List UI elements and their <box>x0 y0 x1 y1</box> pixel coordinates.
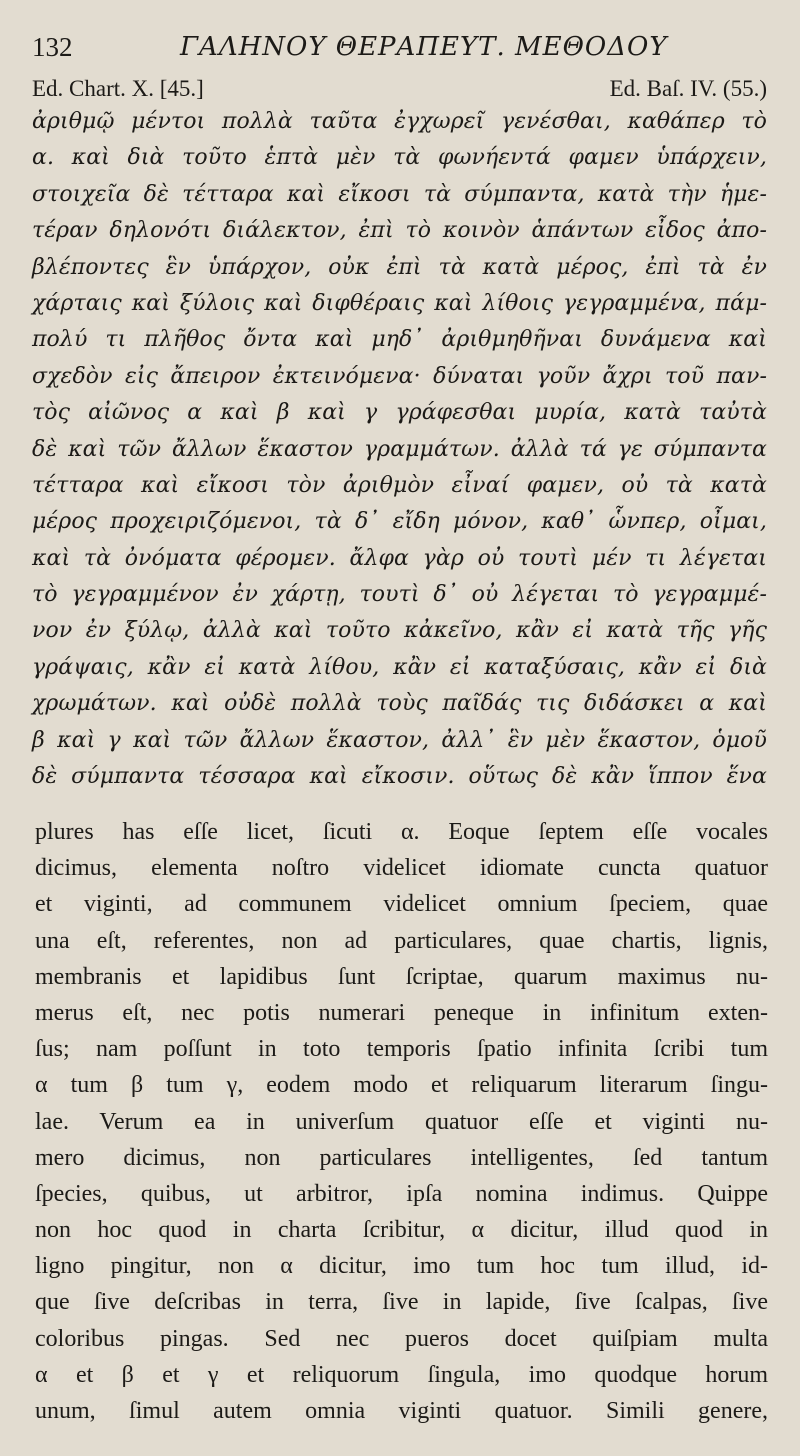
latin-line: coloribus pingas. Sed nec pueros docet quiſpiam multa <box>35 1325 768 1352</box>
latin-line: mero dicimus, non particulares intelligentes, ſed tantum <box>35 1144 768 1171</box>
edition-ref-basel: Ed. Baſ. IV. (55.) <box>609 76 767 101</box>
page-number: 132 <box>32 32 73 62</box>
greek-line: χρωμάτων. καὶ οὐδὲ πολλὰ τοὺς παῖδάς τις διδάσκει α καὶ <box>32 691 767 717</box>
latin-line: ſus; nam poſſunt in toto temporis ſpatio infinita ſcribi tum <box>35 1036 768 1063</box>
latin-line: ligno pingitur, non α dicitur, imo tum hoc tum illud, id- <box>35 1253 768 1280</box>
greek-line: δὲ σύμπαντα τέσσαρα καὶ εἴκοσιν. οὕτως δὲ κἂν ἵππον ἕνα <box>32 764 767 790</box>
greek-line: τὸς αἰῶνος α καὶ β καὶ γ γράφεσθαι μυρία, κατὰ ταὐτὰ <box>32 400 767 426</box>
greek-line: νον ἐν ξύλῳ, ἀλλὰ καὶ τοῦτο κἀκεῖνο, κἂν εἰ κατὰ τῆς γῆς <box>32 618 767 644</box>
greek-line: δὲ καὶ τῶν ἄλλων ἕκαστον γραμμάτων. ἀλλὰ τά γε σύμπαντα <box>32 436 767 462</box>
greek-line: πολύ τι πλῆθος ὄντα καὶ μηδ᾽ ἀριθμηθῆναι δυνάμενα καὶ <box>32 327 767 353</box>
greek-line: χάρταις καὶ ξύλοις καὶ διφθέραις καὶ λίθοις γεγραμμένα, πάμ- <box>32 290 767 316</box>
greek-line: α. καὶ διὰ τοῦτο ἑπτὰ μὲν τὰ φωνήεντά φαμεν ὑπάρχειν, <box>32 145 767 171</box>
edition-references <box>32 76 767 106</box>
latin-line: merus eſt, nec potis numerari peneque in infinitum exten- <box>35 999 768 1026</box>
greek-line: καὶ τὰ ὀνόματα φέρομεν. ἄλφα γὰρ οὐ τουτὶ μέν τι λέγεται <box>32 545 767 571</box>
greek-line: γράψαις, κἂν εἰ κατὰ λίθου, κἂν εἰ καταξύσαις, κἂν εἰ διὰ <box>32 654 767 680</box>
greek-line: μέρος προχειριζόμενοι, τὰ δ᾽ εἴδη μόνον, καθ᾽ ὧνπερ, οἶμαι, <box>32 509 767 535</box>
latin-line: lae. Verum ea in univerſum quatuor eſſe et viginti nu- <box>35 1108 768 1135</box>
latin-line: unum, ſimul autem omnia viginti quatuor. Simili genere, <box>35 1398 768 1424</box>
latin-line: que ſive deſcribas in terra, ſive in lapide, ſive ſcalpas, ſive <box>35 1289 768 1316</box>
greek-line: τέραν δηλονότι διάλεκτον, ἐπὶ τὸ κοινὸν ἁπάντων εἶδος ἀπο- <box>32 218 767 244</box>
page-header <box>32 26 772 66</box>
latin-line: et viginti, ad communem videlicet omnium ſpeciem, quae <box>35 891 768 918</box>
greek-line: σχεδὸν εἰς ἄπειρον ἐκτεινόμενα· δύναται γοῦν ἄχρι τοῦ παν- <box>32 363 767 389</box>
latin-line: α et β et γ et reliquorum ſingula, imo quodque horum <box>35 1361 768 1388</box>
latin-line: ſpecies, quibus, ut arbitror, ipſa nomina indimus. Quippe <box>35 1180 768 1207</box>
greek-line: τέτταρα καὶ εἴκοσι τὸν ἀριθμὸν εἶναί φαμεν, οὐ τὰ κατὰ <box>32 472 767 498</box>
greek-line: βλέποντες ἓν ὑπάρχον, οὐκ ἐπὶ τὰ κατὰ μέρος, ἐπὶ τὰ ἐν <box>32 254 767 280</box>
running-title: ΓΑΛΗΝΟΥ ΘΕΡΑΠΕΥΤ. ΜΕΘΟΔΟΥ <box>180 32 668 62</box>
latin-line: una eſt, referentes, non ad particulares, quae chartis, lignis, <box>35 927 768 954</box>
latin-line: membranis et lapidibus ſunt ſcriptae, quarum maximus nu- <box>35 963 768 990</box>
latin-line: non hoc quod in charta ſcribitur, α dicitur, illud quod in <box>35 1217 768 1244</box>
greek-line: β καὶ γ καὶ τῶν ἄλλων ἕκαστον, ἀλλ᾽ ἓν μὲν ἕκαστον, ὁμοῦ <box>32 727 767 753</box>
latin-text-block <box>35 814 768 1429</box>
greek-text-block <box>32 104 767 795</box>
greek-line: στοιχεῖα δὲ τέτταρα καὶ εἴκοσι τὰ σύμπαντα, κατὰ τὴν ἡμε- <box>32 181 767 207</box>
latin-line: α tum β tum γ, eodem modo et reliquarum literarum ſingu- <box>35 1072 768 1099</box>
edition-ref-chartier: Ed. Chart. X. [45.] <box>32 76 204 101</box>
latin-line: dicimus, elementa noſtro videlicet idiomate cuncta quatuor <box>35 855 768 882</box>
greek-line: τὸ γεγραμμένον ἐν χάρτῃ, τουτὶ δ᾽ οὐ λέγεται τὸ γεγραμμέ- <box>32 582 767 608</box>
latin-line: plures has eſſe licet, ſicuti α. Eoque ſeptem eſſe vocales <box>35 819 768 845</box>
greek-line: ἀριθμῷ μέντοι πολλὰ ταῦτα ἐγχωρεῖ γενέσθαι, καθάπερ τὸ <box>32 109 767 134</box>
